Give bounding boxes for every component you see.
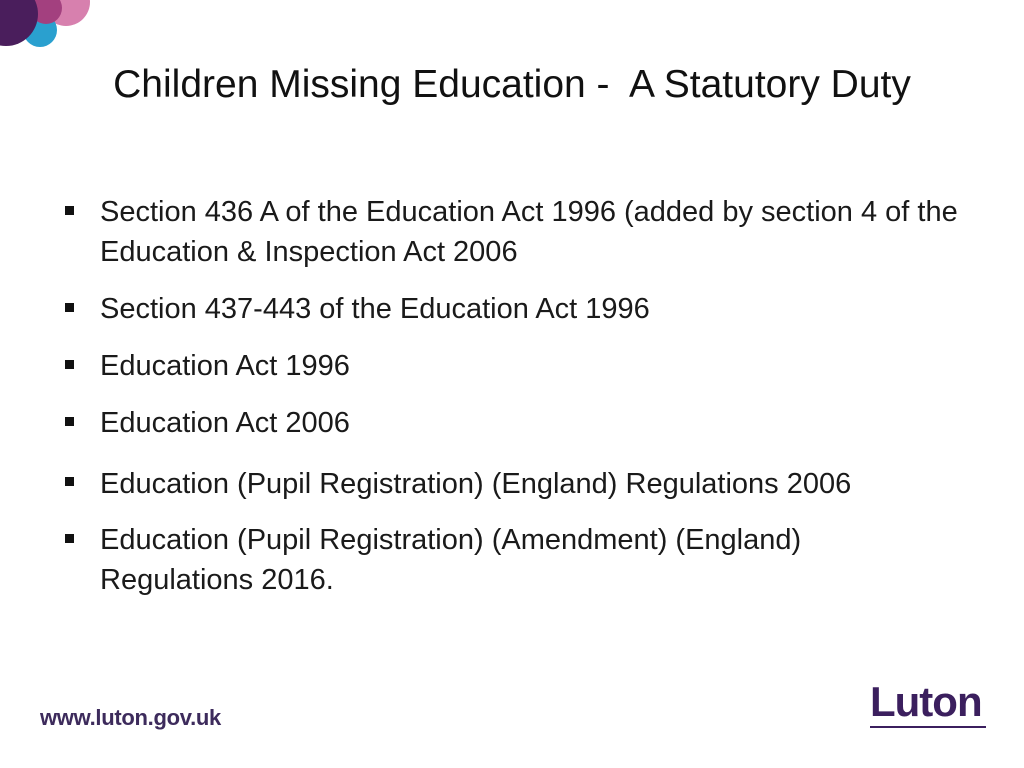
bullet-text: Education (Pupil Registration) (Amendment) (England) Regulations 2016. (100, 524, 802, 596)
bullet-text: Education Act 2006 (100, 407, 350, 439)
luton-logo (870, 680, 986, 728)
bullet-text: Section 436 A of the Education Act 1996 (added by section 4 of the Education & Inspection Act 2006 (100, 196, 958, 268)
square-bullet-icon (65, 303, 74, 312)
list-item (62, 289, 962, 329)
bullet-text: Section 437-443 of the Education Act 1996 (100, 293, 650, 325)
footer-website-url: www.luton.gov.uk (40, 705, 221, 730)
square-bullet-icon (65, 360, 74, 369)
list-item (62, 460, 962, 508)
bullet-text: Education Act 1996 (100, 350, 350, 382)
slide-title: Children Missing Education - A Statutory Duty (113, 63, 911, 106)
list-item (62, 403, 962, 443)
square-bullet-icon (65, 534, 74, 543)
bullet-list (62, 192, 962, 617)
square-bullet-icon (65, 417, 74, 426)
logo-text: Luton (870, 678, 982, 725)
list-item (62, 346, 962, 386)
list-item (62, 192, 962, 272)
list-item (62, 520, 962, 600)
corner-circles-icon (0, 0, 110, 60)
logo-underline (870, 726, 986, 728)
square-bullet-icon (65, 477, 74, 486)
square-bullet-icon (65, 206, 74, 215)
bullet-text: Education (Pupil Registration) (England) Regulations 2006 (100, 468, 852, 500)
